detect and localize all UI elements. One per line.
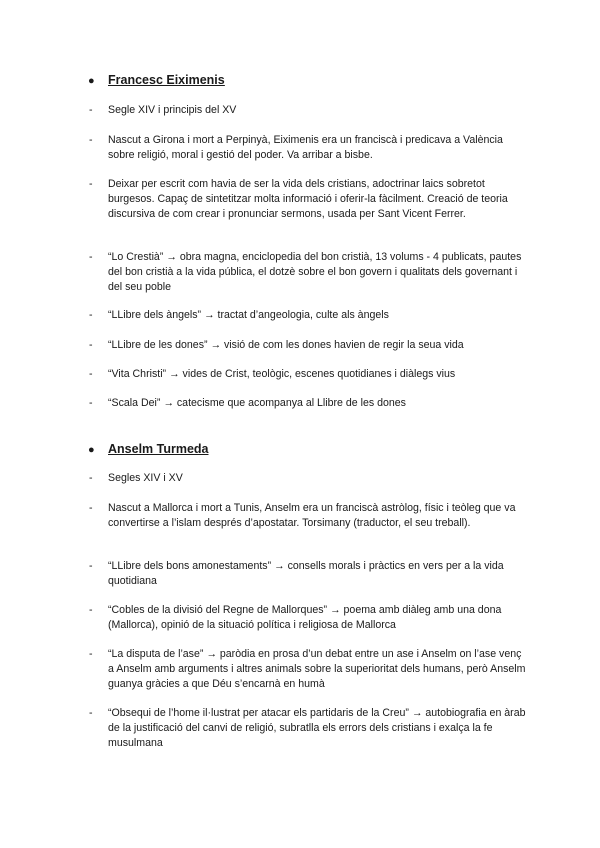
dash-icon: - bbox=[89, 502, 93, 514]
dash-icon: - bbox=[89, 178, 93, 190]
dash-icon: - bbox=[89, 604, 93, 616]
dash-icon: - bbox=[89, 707, 93, 719]
list-item: - “Cobles de la divisió del Regne de Mallorques” → poema amb diàleg amb una dona (Mallorca), opinió de la situació política i religiosa de Mallorca bbox=[89, 604, 502, 631]
list-item: - Nascut a Girona i mort a Perpinyà, Eiximenis era un franciscà i predicava a València sobre religió, moral i gestió del poder. Va arribar a bisbe. bbox=[89, 134, 503, 161]
section-heading-eiximenis: ● Francesc Eiximenis bbox=[88, 73, 225, 87]
list-item: - “LLibre dels bons amonestaments” → consells morals i pràctics en vers per a la vida quotidiana bbox=[89, 560, 504, 587]
list-item: - “Lo Crestià” → obra magna, enciclopedia del bon cristià, 13 volums - 4 publicats, pautes del bon cristià a la vida pública, el dotzè sobre el bon govern i qualitats dels governant i del seu poble bbox=[89, 251, 522, 293]
list-item: - Deixar per escrit com havia de ser la vida dels cristians, adoctrinar laics sobretot burgesos. Capaç de sintetitzar molta informació i oferir-la fàcilment. Creació de teoria discursiva de com crear i pronunciar sermons, usada per Sant Vicent Ferrer. bbox=[89, 178, 508, 220]
bullet-icon: ● bbox=[88, 444, 95, 456]
list-item: - “Vita Christi” → vides de Crist, teològic, escenes quotidianes i diàlegs vius bbox=[89, 368, 456, 380]
dash-icon: - bbox=[89, 339, 93, 351]
list-item: - “La disputa de l’ase” → paròdia en prosa d’un debat entre un ase i Anselm on l’ase venç a Anselm amb arguments i altres animals sobre la superioritat dels humans, però Anselm guanya gràcies a que Déu s’encarnà en humà bbox=[89, 648, 526, 690]
list-item: - “LLibre de les dones” → visió de com les dones havien de regir la seua vida bbox=[89, 339, 464, 351]
list-item: - Segle XIV i principis del XV bbox=[89, 104, 237, 116]
list-item: - “LLibre dels àngels” → tractat d’angeologia, culte als àngels bbox=[89, 309, 389, 321]
dash-icon: - bbox=[89, 397, 93, 409]
list-item: - “Scala Dei” → catecisme que acompanya al Llibre de les dones bbox=[89, 397, 406, 409]
dash-icon: - bbox=[89, 134, 93, 146]
dash-icon: - bbox=[89, 472, 93, 484]
dash-icon: - bbox=[89, 368, 93, 380]
bullet-icon: ● bbox=[88, 75, 95, 87]
dash-icon: - bbox=[89, 251, 93, 263]
list-item: - Nascut a Mallorca i mort a Tunis, Anselm era un franciscà astròlog, físic i teòleg que va convertirse a l’islam després d’apostatar. Torsimany (traductor, el seu treball). bbox=[89, 502, 516, 529]
dash-icon: - bbox=[89, 648, 93, 660]
list-item: - “Obsequi de l’home il·lustrat per atacar els partidaris de la Creu” → autobiografia en àrab de la justificació del canvi de religió, subratlla els errors dels cristians i exalça la fe musulmana bbox=[89, 707, 526, 749]
dash-icon: - bbox=[89, 309, 93, 321]
dash-icon: - bbox=[89, 560, 93, 572]
section-heading-turmeda: ● Anselm Turmeda bbox=[88, 442, 209, 456]
list-item: - Segles XIV i XV bbox=[89, 472, 183, 484]
dash-icon: - bbox=[89, 104, 93, 116]
